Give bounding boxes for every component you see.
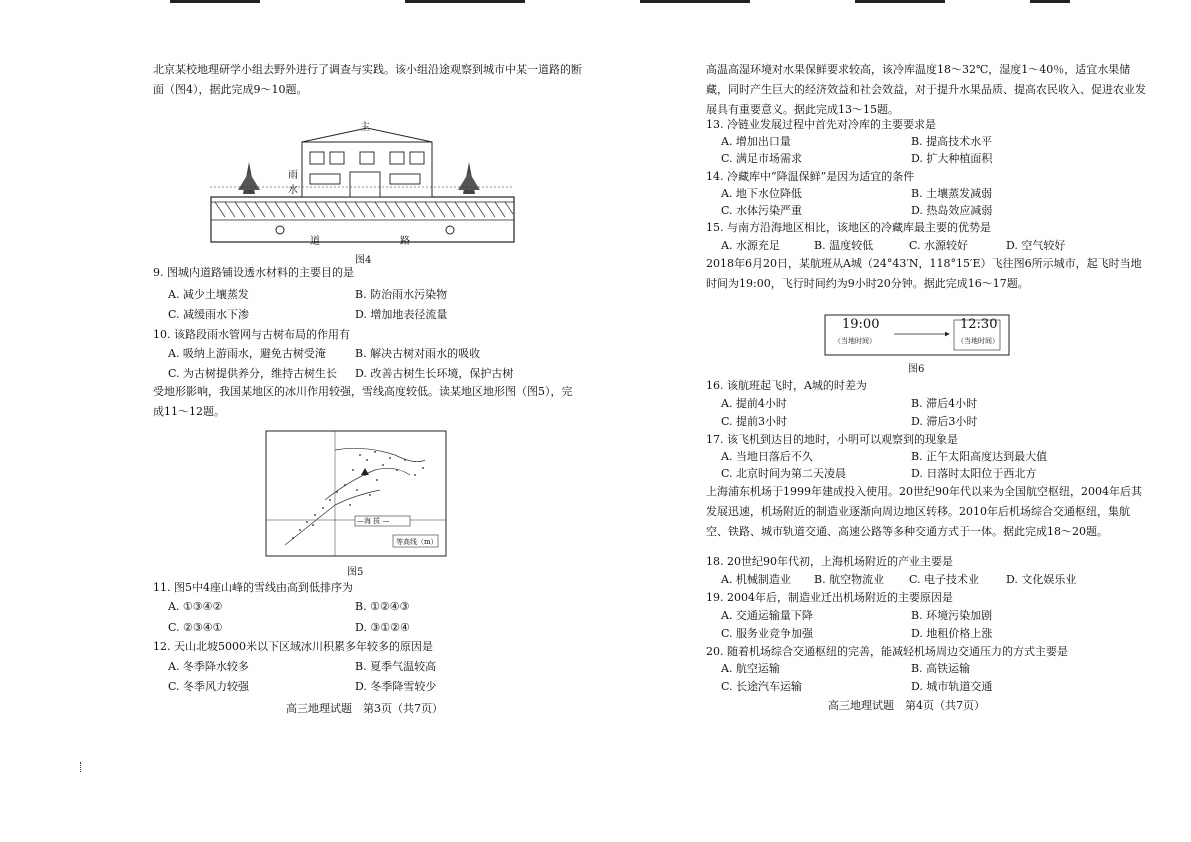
figure-4-caption: 图4 (355, 255, 372, 266)
q20-option-b: B. 高铁运输 (911, 662, 971, 675)
q20-option-c: C. 长途汽车运输 (721, 680, 803, 693)
q18-option-b: B. 航空物流业 (814, 573, 885, 586)
q18-option-c: C. 电子技术业 (909, 573, 980, 586)
question-19: 19. 2004年后，制造业迁出机场附近的主要原因是 (706, 591, 953, 604)
figure-5-caption: 图5 (347, 567, 364, 578)
fig4-label-rain: 雨水 (288, 170, 298, 196)
q15-option-a: A. 水源充足 (721, 239, 780, 252)
q16-option-a: A. 提前4小时 (721, 397, 787, 410)
q12-option-c: C. 冬季风力较强 (168, 680, 250, 693)
q9-option-d: D. 增加地表径流量 (355, 308, 448, 321)
figure-4-road-section (210, 122, 515, 247)
q11-option-b: B. ①②④③ (355, 600, 410, 613)
q12-option-a: A. 冬季降水较多 (168, 660, 249, 673)
q16-option-c: C. 提前3小时 (721, 415, 788, 428)
arrival-time-note: （当地时间） (957, 337, 999, 345)
q10-option-b: B. 解决古树对雨水的吸收 (355, 347, 481, 360)
q17-option-b: B. 正午太阳高度达到最大值 (911, 450, 1048, 463)
q14-option-d: D. 热岛效应减弱 (911, 204, 993, 217)
fig5-legend-line: —海 拔 — (357, 517, 390, 525)
page-footer: 高三地理试题 第3页（共7页） (286, 702, 443, 715)
question-13: 13. 冷链业发展过程中首先对冷库的主要要求是 (706, 118, 936, 131)
q18-option-d: D. 文化娱乐业 (1006, 573, 1077, 586)
q19-option-a: A. 交通运输量下降 (721, 609, 813, 622)
q15-option-d: D. 空气较好 (1006, 239, 1066, 252)
q16-option-d: D. 滞后3小时 (911, 415, 978, 428)
exam-page-3 (0, 0, 595, 842)
departure-time: 19:00 (842, 317, 880, 332)
fig4-label-road: 道 (310, 236, 320, 247)
fig4-label-road2: 路 (400, 236, 410, 247)
question-17: 17. 该飞机到达目的地时，小明可以观察到的现象是 (706, 433, 958, 446)
q19-option-b: B. 环境污染加剧 (911, 609, 993, 622)
q11-option-a: A. ①③④② (168, 600, 223, 613)
q12-option-d: D. 冬季降雪较少 (355, 680, 437, 693)
q10-option-a: A. 吸纳上游雨水，避免古树受淹 (168, 347, 326, 360)
figure-6-caption: 图6 (908, 364, 925, 375)
question-18: 18. 20世纪90年代初，上海机场附近的产业主要是 (706, 555, 953, 568)
question-10: 10. 该路段雨水管网与古树布局的作用有 (153, 328, 350, 341)
q14-option-c: C. 水体污染严重 (721, 204, 803, 217)
intro-passage-9-10: 北京某校地理研学小组去野外进行了调查与实践。该小组沿途观察到城市中某一道路的断面（图4），据此完成9～10题。 (153, 63, 582, 96)
q11-option-c: C. ②③④① (168, 621, 223, 634)
question-9: 9. 图城内道路铺设透水材料的主要目的是 (153, 266, 354, 279)
figure-6-flight-times (824, 314, 1010, 356)
q17-option-a: A. 当地日落后不久 (721, 450, 813, 463)
q13-option-a: A. 增加出口量 (721, 135, 791, 148)
q20-option-a: A. 航空运输 (721, 662, 780, 675)
q10-option-c: C. 为古树提供养分，维持古树生长 (168, 367, 338, 380)
arrival-time: 12:30 (960, 317, 998, 332)
intro-passage-13-15: 高温高湿环境对水果保鲜要求较高，该冷库温度18～32℃，湿度1～40％，适宜水果储藏，同时产生巨大的经济效益和社会效益，对于提升水果品质、提高农民收入、促进农业发展具有重要意义。据此完成13～15题。 (706, 63, 1146, 116)
question-12: 12. 天山北坡5000米以下区域冰川积累多年较多的原因是 (153, 640, 433, 653)
intro-passage-11-12: 受地形影响，我国某地区的冰川作用较强，雪线高度较低。读某地区地形图（图5），完成11～12题。 (153, 385, 573, 418)
question-16: 16. 该航班起飞时，A城的时差为 (706, 379, 867, 392)
q17-option-d: D. 日落时太阳位于西北方 (911, 467, 1037, 480)
figure-5-map (265, 430, 455, 560)
q20-option-d: D. 城市轨道交通 (911, 680, 993, 693)
q9-option-a: A. 减少土壤蒸发 (168, 288, 249, 301)
intro-passage-16-17: 2018年6月20日，某航班从A城（24°43′N，118°15′E）飞往图6所示城市，起飞时当地时间为19:00，飞行时间约为9小时20分钟。据此完成16～17题。 (706, 257, 1142, 290)
q15-option-c: C. 水源较好 (909, 239, 969, 252)
road-section-diagram (210, 122, 515, 247)
question-11: 11. 图5中4座山峰的雪线由高到低排序为 (153, 581, 353, 594)
q11-option-d: D. ③①②④ (355, 621, 410, 634)
q19-option-d: D. 地租价格上涨 (911, 627, 993, 640)
q13-option-d: D. 扩大种植面积 (911, 152, 993, 165)
q16-option-b: B. 滞后4小时 (911, 397, 978, 410)
q12-option-b: B. 夏季气温较高 (355, 660, 437, 673)
page-footer: 高三地理试题 第4页（共7页） (828, 699, 985, 712)
binding-mark (80, 762, 84, 772)
fig5-legend-contour: 等高线（m） (396, 538, 438, 546)
q19-option-c: C. 服务业竞争加强 (721, 627, 814, 640)
q14-option-b: B. 土壤蒸发减弱 (911, 187, 993, 200)
q13-option-c: C. 满足市场需求 (721, 152, 803, 165)
q15-option-b: B. 温度较低 (814, 239, 874, 252)
q17-option-c: C. 北京时间为第二天凌晨 (721, 467, 847, 480)
intro-passage-18-20: 上海浦东机场于1999年建成投入使用。20世纪90年代以来为全国航空枢纽，2004年后其发展迅速，机场附近的制造业逐渐向周边地区转移。2010年后机场综合交通枢纽，集航空、铁路、城市轨道交通、高速公路等多种交通方式于一体。据此完成18～20题。 (706, 485, 1142, 538)
q13-option-b: B. 提高技术水平 (911, 135, 993, 148)
departure-time-note: （当地时间） (834, 337, 876, 345)
q10-option-d: D. 改善古树生长环境，保护古树 (355, 367, 514, 380)
q9-option-c: C. 减缓雨水下渗 (168, 308, 250, 321)
q9-option-b: B. 防治雨水污染物 (355, 288, 448, 301)
exam-page-4 (596, 0, 1191, 842)
question-20: 20. 随着机场综合交通枢纽的完善，能减轻机场周边交通压力的方式主要是 (706, 645, 1068, 658)
question-14: 14. 冷藏库中“降温保鲜”是因为适宜的条件 (706, 170, 915, 183)
q18-option-a: A. 机械制造业 (721, 573, 791, 586)
q14-option-a: A. 地下水位降低 (721, 187, 802, 200)
fig4-label-top: 主 (360, 122, 370, 133)
question-15: 15. 与南方沿海地区相比，该地区的冷藏库最主要的优势是 (706, 221, 991, 234)
